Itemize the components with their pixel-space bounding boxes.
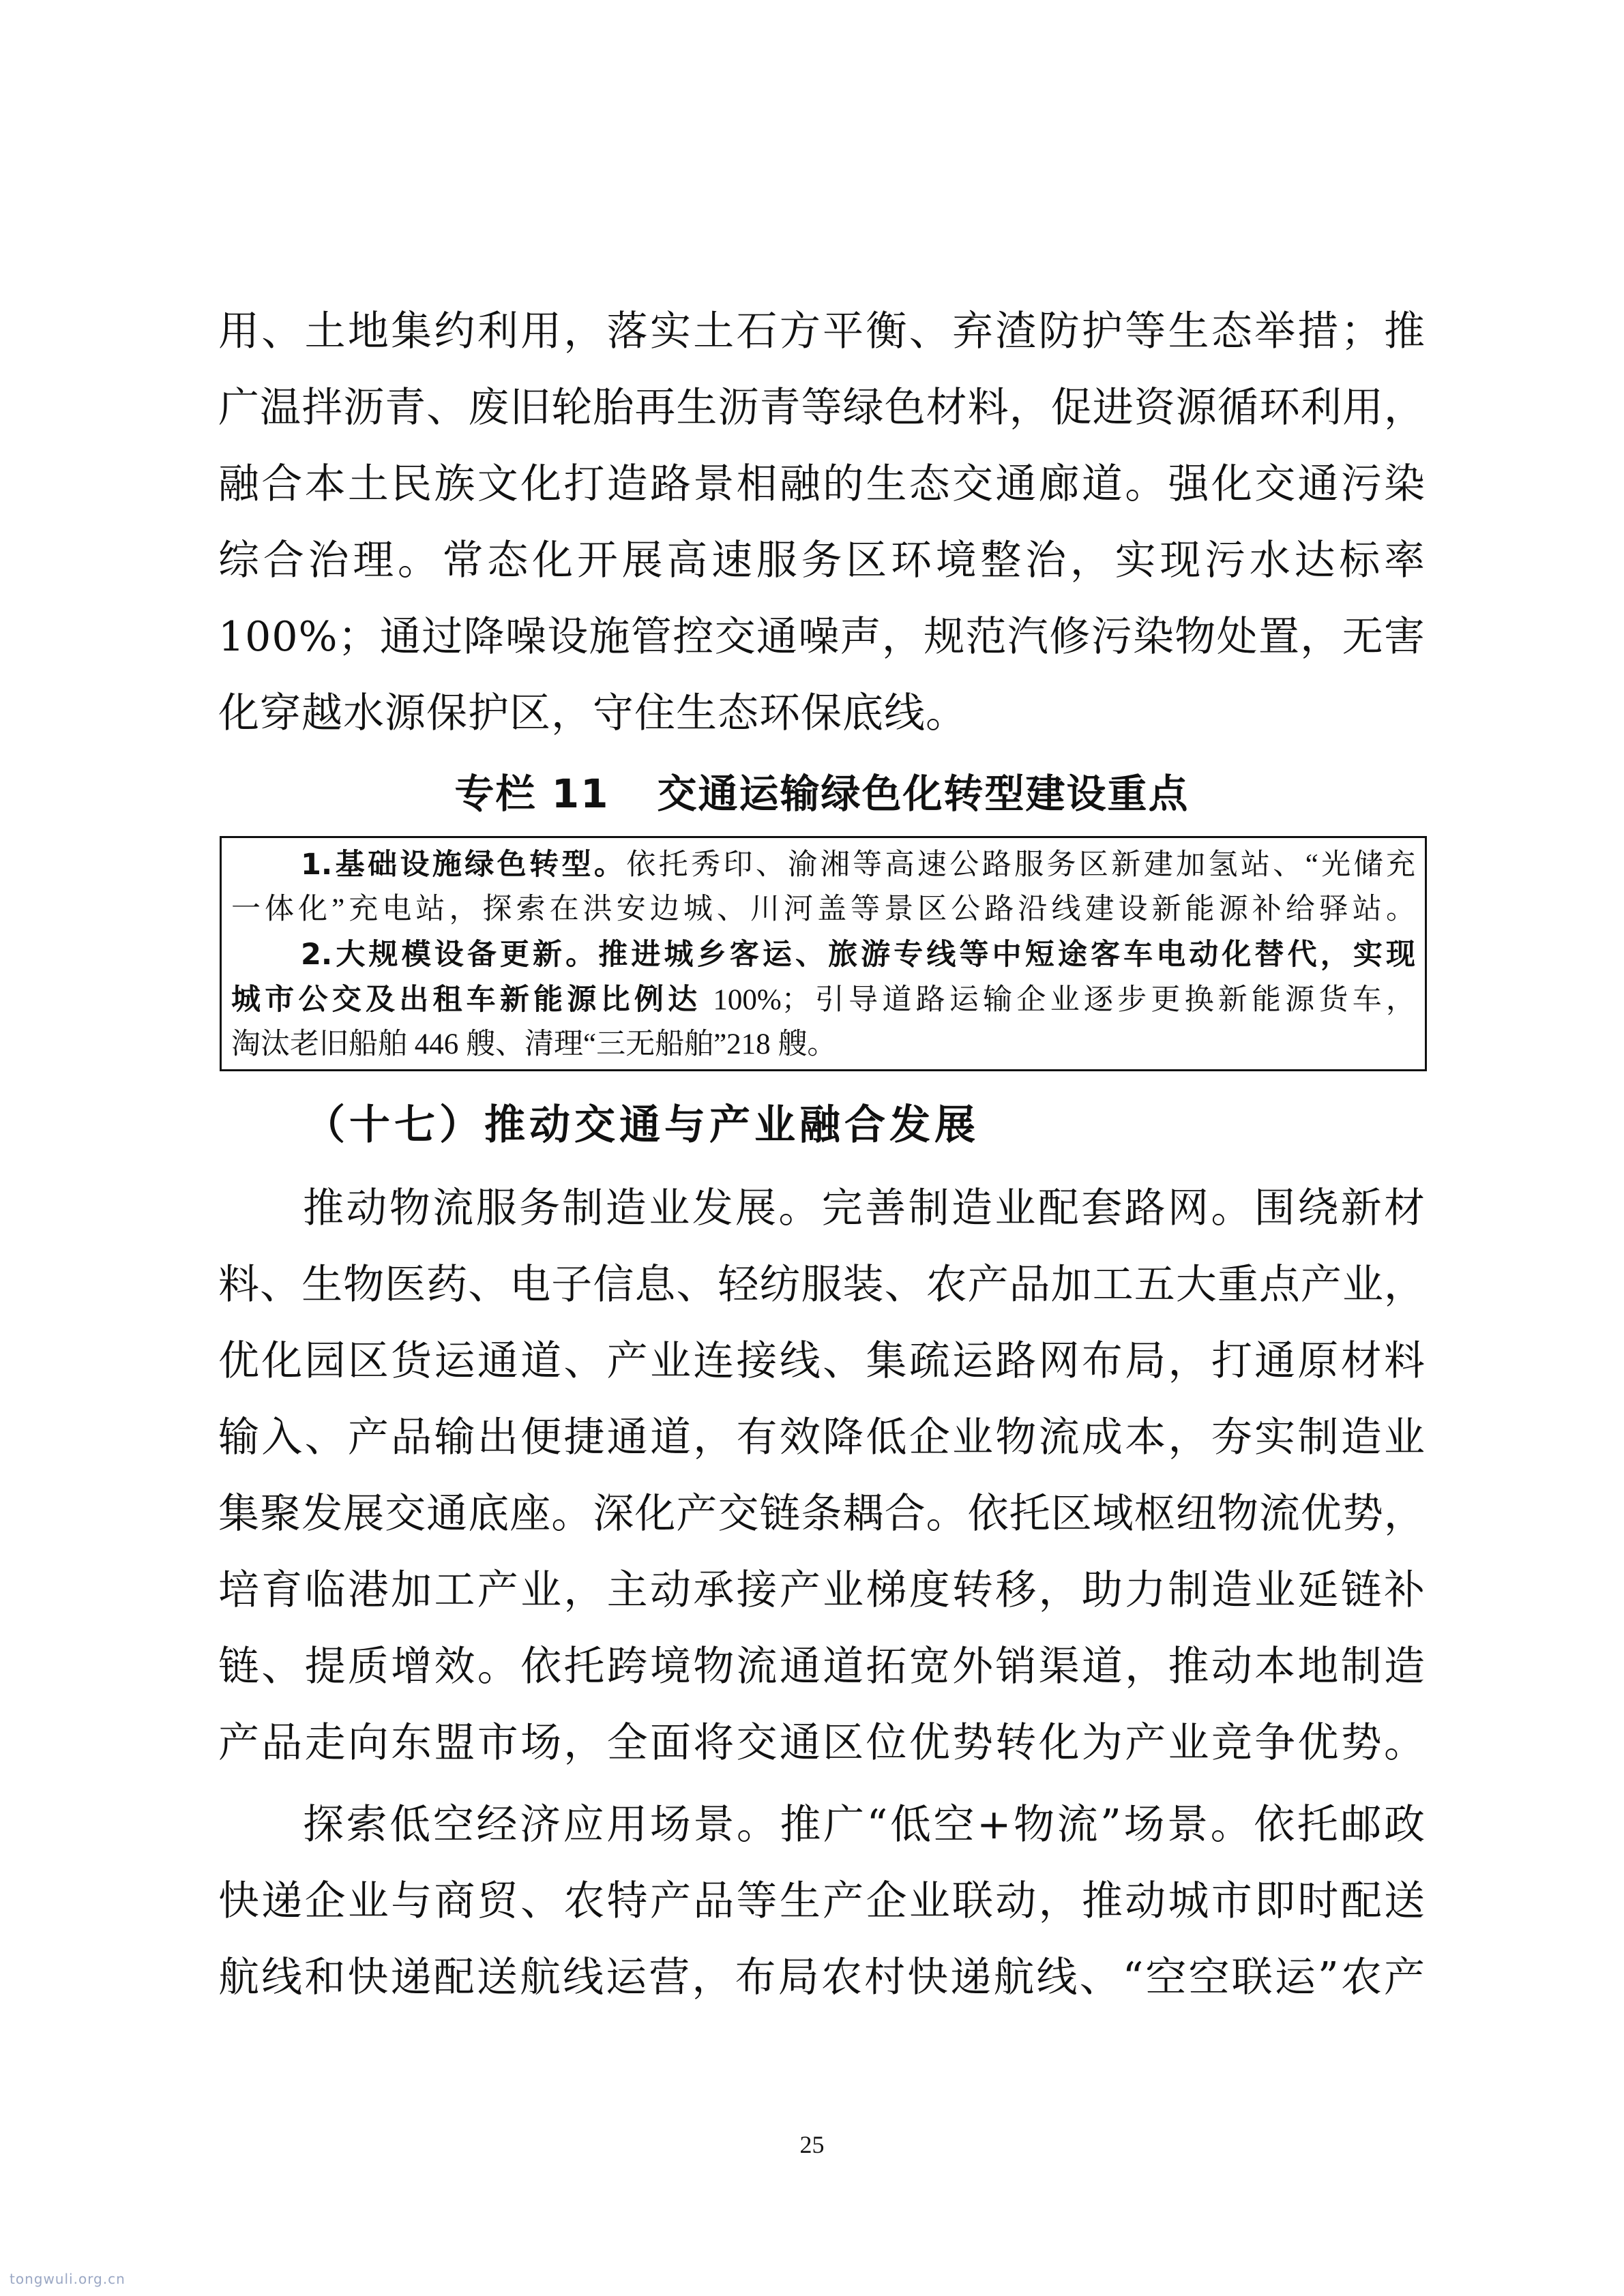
text-line: 集聚发展交通底座。深化产交链条耦合。依托区域枢纽物流优势， [218,1490,1426,1538]
section-heading: （十七）推动交通与产业融合发展 [304,1101,979,1149]
paragraph-logistics-manufacturing [218,1170,1426,1781]
text-line: 推动物流服务制造业发展。完善制造业配套路网。围绕新材 [303,1184,1426,1232]
text-line: 优化园区货运通道、产业连接线、集疏运路网布局，打通原材料 [218,1337,1426,1385]
text-line: 融合本土民族文化打造路景相融的生态交通廊道。强化交通污染 [218,460,1426,508]
paragraph-ecological-measures [218,293,1426,751]
text-line: 培育临港加工产业，主动承接产业梯度转移，助力制造业延链补 [218,1566,1426,1614]
text-line: 化穿越水源保护区，守住生态环保底线。 [218,689,967,737]
paragraph-low-altitude-economy [218,1787,1426,2016]
box-item-2-line-2: 城市公交及出租车新能源比例达 100%；引导道路运输企业逐步更换新能源货车， [231,983,1416,1017]
text-line: 链、提质增效。依托跨境物流通道拓宽外销渠道，推动本地制造 [218,1643,1426,1690]
column-box-title [218,764,1426,824]
text-line: 航线和快递配送航线运营，布局农村快递航线、“空空联运”农产 [218,1954,1426,2001]
box-item-2-line-1: 2.大规模设备更新。推进城乡客运、旅游专线等中短途客车电动化替代，实现 [301,938,1415,972]
text-line: 综合治理。常态化开展高速服务区环境整治，实现污水达标率 [218,537,1426,584]
box-item-1-line-2: 一体化”充电站，探索在洪安边城、川河盖等景区公路沿线建设新能源补给驿站。 [231,893,1415,925]
text-line: 料、生物医药、电子信息、轻纺服装、农产品加工五大重点产业， [218,1261,1426,1309]
text-line: 快递企业与商贸、农特产品等生产企业联动，推动城市即时配送 [218,1877,1426,1925]
text-line: 100%；通过降噪设施管控交通噪声，规范汽修污染物处置，无害 [218,613,1426,661]
page-number: 25 [799,2131,825,2158]
column-box-label: 专栏 11 [454,771,610,817]
column-box [220,836,1427,1071]
text-line: 探索低空经济应用场景。推广“低空+物流”场景。依托邮政 [303,1801,1426,1849]
box-item-2-line-3: 淘汰老旧船舶 446 艘、清理“三无船舶”218 艘。 [231,1028,837,1060]
box-item-1-lead: 1.基础设施绿色转型。 [301,848,627,882]
box-item-1-line-1: 1.基础设施绿色转型。依托秀印、渝湘等高速公路服务区新建加氢站、“光储充 [301,848,1415,882]
text-line: 产品走向东盟市场，全面将交通区位优势转化为产业竞争优势。 [218,1719,1426,1767]
watermark-text: tongwuli.org.cn [10,2271,126,2287]
text-line: 广温拌沥青、废旧轮胎再生沥青等绿色材料，促进资源循环利用， [218,384,1426,432]
column-box-heading: 交通运输绿色化转型建设重点 [657,771,1190,817]
text-line: 输入、产品输出便捷通道，有效降低企业物流成本，夯实制造业 [218,1414,1426,1461]
text-line: 用、土地集约利用，落实土石方平衡、弃渣防护等生态举措；推 [218,308,1426,355]
